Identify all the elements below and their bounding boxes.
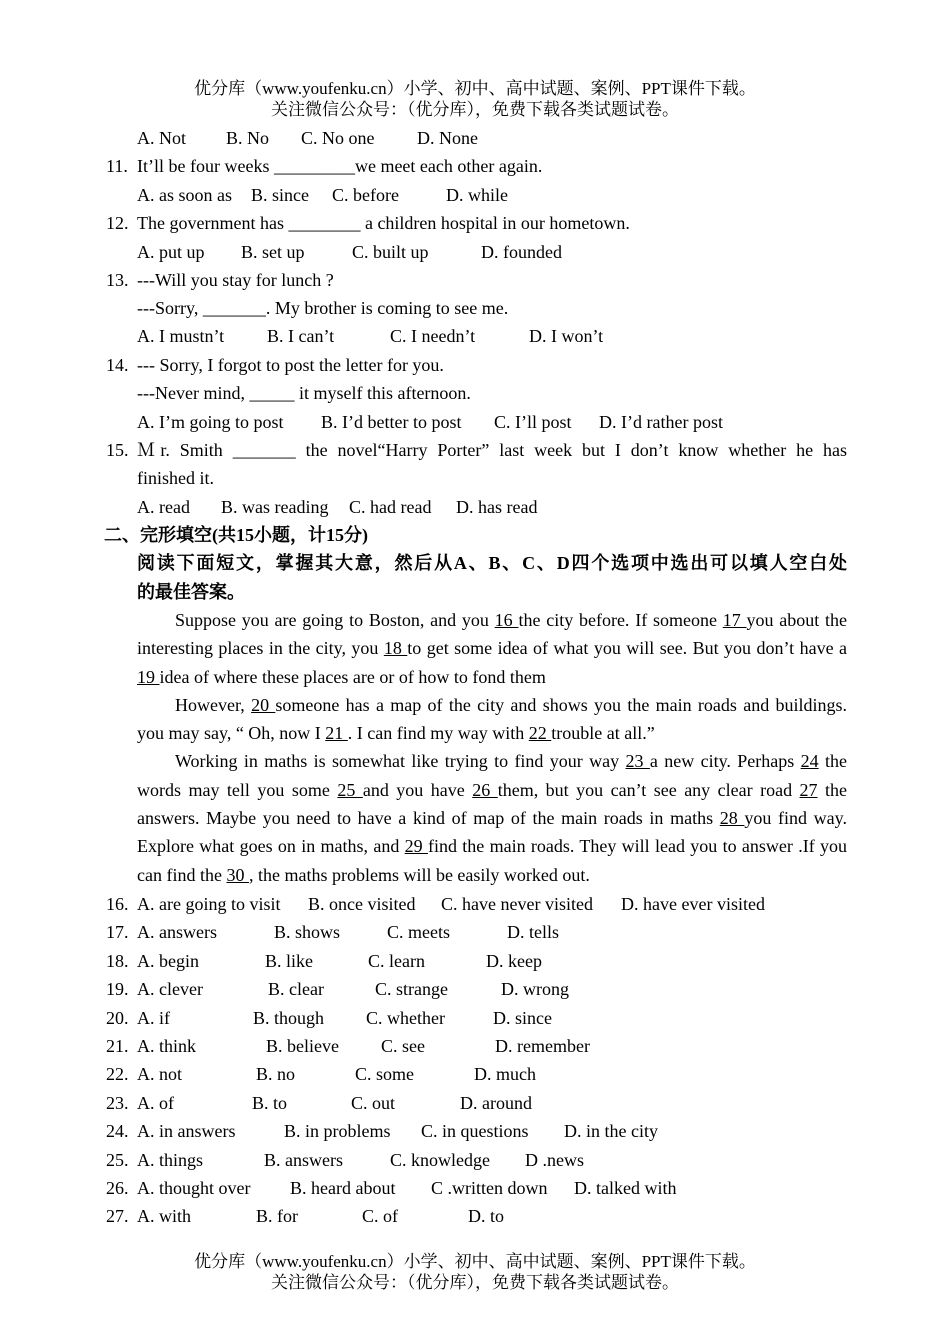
option: A. read <box>137 497 190 517</box>
question-number: 15. <box>106 440 129 460</box>
option: C. No one <box>301 128 375 148</box>
passage-text: you about the interesting places in the city, you <box>137 610 848 659</box>
option: D. tells <box>507 922 559 942</box>
option: A. think <box>137 1036 197 1056</box>
option: D. talked with <box>574 1178 677 1198</box>
question-options <box>137 1174 676 1202</box>
question-number: 17. <box>106 922 129 942</box>
option: C. built up <box>352 242 429 262</box>
option: C. whether <box>366 1008 445 1028</box>
option: A. not <box>137 1064 182 1084</box>
option: B. no <box>256 1064 296 1084</box>
option: B. in problems <box>284 1121 391 1141</box>
option: C. before <box>332 185 399 205</box>
option: C. I’ll post <box>494 412 572 432</box>
option: B. to <box>252 1093 288 1113</box>
option: B. like <box>265 951 313 971</box>
option: B. for <box>256 1206 298 1226</box>
question-number: 21. <box>106 1036 129 1056</box>
passage-text: Suppose you are going to Boston, and you <box>175 610 495 630</box>
option: B. I can’t <box>267 326 335 346</box>
passage-text: them, but you can’t see any clear road <box>497 779 800 800</box>
blank-21: 21 <box>325 723 348 744</box>
question-stem: finished it. <box>137 468 214 488</box>
option: C. meets <box>387 922 450 942</box>
passage-text: , the maths problems will be easily worked out. <box>248 864 590 885</box>
option: C. learn <box>368 951 425 971</box>
option: D. wrong <box>501 979 569 999</box>
option: D. I’d rather post <box>599 412 723 432</box>
question-number: 20. <box>106 1008 129 1028</box>
option: D. remember <box>495 1036 590 1056</box>
option: D. I won’t <box>529 326 604 346</box>
option: A. thought over <box>137 1178 251 1198</box>
option: A. Not <box>137 128 186 148</box>
page-footer <box>0 1251 950 1293</box>
option: C. knowledge <box>390 1150 490 1170</box>
blank-24: 24 <box>800 751 819 772</box>
passage-text: Working in maths is somewhat like trying to find your way <box>175 751 626 772</box>
question-stem: --- Sorry, I forgot to post the letter for you. <box>137 355 444 375</box>
question-number: 16. <box>106 894 129 914</box>
blank-18: 18 <box>383 638 408 659</box>
question-stem: ---Never mind, _____ it myself this afternoon. <box>137 383 471 403</box>
q10-options <box>137 124 478 152</box>
page-header <box>0 78 950 120</box>
blank-29: 29 <box>404 836 428 857</box>
question-number: 13. <box>106 270 129 290</box>
passage-text: and you have <box>362 779 473 800</box>
option: D. around <box>460 1093 532 1113</box>
question-number: 25. <box>106 1150 129 1170</box>
passage-text: the words may tell you some <box>137 751 847 800</box>
option: B. believe <box>266 1036 339 1056</box>
passage-text: the answers. Maybe you need to have a kind of map of the main roads in maths <box>137 779 848 829</box>
option: B. set up <box>241 242 305 262</box>
option: D. while <box>446 185 508 205</box>
question-options <box>137 1202 504 1230</box>
blank-28: 28 <box>719 808 745 829</box>
passage-text: to get some idea of what you will see. But you don’t have a <box>407 638 847 659</box>
passage-paragraph <box>137 747 847 888</box>
option: A. things <box>137 1150 204 1170</box>
blank-16: 16 <box>494 610 519 630</box>
option: D. None <box>417 128 478 148</box>
passage-text: idea of where these places are or of how to fond them <box>159 666 546 687</box>
option: C. out <box>351 1093 396 1113</box>
header-line-2: 关注微信公众号：（优分库），免费下载各类试题试卷。 <box>271 100 679 119</box>
footer-line-1: 优分库（www.youfenku.cn）小学、初中、高中试题、案例、PPT课件下载。 <box>194 1252 756 1271</box>
passage-text: someone has a map of the city and shows you the main roads and buildings. you may say, “ Oh, now I <box>137 694 848 744</box>
option: A. as soon as <box>137 185 232 205</box>
question-stem: ---Will you stay for lunch ? <box>137 270 334 290</box>
passage-paragraph <box>137 691 847 748</box>
question-options <box>137 947 542 975</box>
option: C. had read <box>349 497 432 517</box>
blank-17: 17 <box>722 610 747 630</box>
option: D. founded <box>481 242 562 262</box>
option: A. are going to visit <box>137 894 281 914</box>
option: A. I mustn’t <box>137 326 225 346</box>
option: A. if <box>137 1008 170 1028</box>
option: A. of <box>137 1093 174 1113</box>
passage-text: the city before. If someone <box>518 610 723 630</box>
question-options <box>137 1117 658 1145</box>
option: B. I’d better to post <box>321 412 462 432</box>
option: A. in answers <box>137 1121 236 1141</box>
option: D. to <box>468 1206 504 1226</box>
option: B. shows <box>274 922 341 942</box>
blank-19: 19 <box>137 666 160 687</box>
section-instructions: 的最佳答案。 <box>137 582 245 602</box>
question-options <box>137 918 559 946</box>
question-number: 23. <box>106 1093 129 1113</box>
question-stem: It’ll be four weeks _________we meet each other again. <box>137 156 543 176</box>
question-options <box>137 1060 536 1088</box>
option: B. No <box>226 128 270 148</box>
option: C. have never visited <box>441 894 593 914</box>
section-instructions: 阅读下面短文，掌握其大意，然后从A、B、C、D四个选项中选出可以填人空白处 <box>137 553 847 573</box>
question-number: 26. <box>106 1178 129 1198</box>
option: D .news <box>525 1150 584 1170</box>
passage-text: a new city. Perhaps <box>649 751 801 772</box>
cloze-passage <box>137 606 847 889</box>
question-options <box>137 238 562 266</box>
option: B. clear <box>268 979 324 999</box>
blank-26: 26 <box>472 779 498 800</box>
option: B. though <box>253 1008 325 1028</box>
question-options <box>137 1146 584 1174</box>
option: C. see <box>381 1036 425 1056</box>
blank-20: 20 <box>251 694 276 715</box>
option: A. clever <box>137 979 203 999</box>
option: A. begin <box>137 951 199 971</box>
question-options <box>137 493 537 521</box>
question-number: 12. <box>106 213 129 233</box>
option: A. with <box>137 1206 191 1226</box>
option: B. answers <box>264 1150 343 1170</box>
blank-23: 23 <box>625 751 650 772</box>
question-number: 19. <box>106 979 129 999</box>
question-number: 11. <box>106 156 128 176</box>
option: B. since <box>251 185 309 205</box>
option: B. was reading <box>221 497 329 517</box>
section-title: 二、完形填空(共15小题，计15分) <box>104 525 368 545</box>
option: C. of <box>362 1206 398 1226</box>
option: C. in questions <box>421 1121 529 1141</box>
option: C. some <box>355 1064 415 1084</box>
option: A. I’m going to post <box>137 412 284 432</box>
option: A. put up <box>137 242 205 262</box>
question-options <box>137 181 508 209</box>
footer-line-2: 关注微信公众号：（优分库），免费下载各类试题试卷。 <box>271 1273 679 1292</box>
question-stem: ---Sorry, _______. My brother is coming to see me. <box>137 298 509 318</box>
option: D. has read <box>456 497 538 517</box>
passage-text: trouble at all.” <box>551 723 655 744</box>
option: C .written down <box>431 1178 548 1198</box>
question-options <box>137 890 765 918</box>
option: D. in the city <box>564 1121 658 1141</box>
blank-25: 25 <box>337 779 363 800</box>
passage-text: find the main roads. They will lead you to answer .If you can find the <box>137 836 848 885</box>
question-options <box>137 1004 552 1032</box>
passage-text: However, <box>175 694 252 715</box>
blank-27: 27 <box>799 779 818 800</box>
question-number: 14. <box>106 355 129 375</box>
question-options <box>137 1032 590 1060</box>
option: D. have ever visited <box>621 894 765 914</box>
blank-30: 30 <box>226 864 249 885</box>
option: C. I needn’t <box>390 326 476 346</box>
question-stem: The government has ________ a children hospital in our hometown. <box>137 213 630 233</box>
question-options <box>137 408 723 436</box>
option: A. answers <box>137 922 217 942</box>
header-line-1: 优分库（www.youfenku.cn）小学、初中、高中试题、案例、PPT课件下载。 <box>194 79 756 98</box>
question-number: 27. <box>106 1206 129 1226</box>
question-number: 18. <box>106 951 129 971</box>
blank-22: 22 <box>528 723 552 744</box>
option: B. once visited <box>308 894 416 914</box>
option: D. keep <box>486 951 542 971</box>
option: D. much <box>474 1064 536 1084</box>
question-options <box>137 322 603 350</box>
question-number: 22. <box>106 1064 129 1084</box>
option: C. strange <box>375 979 448 999</box>
passage-paragraph <box>137 606 847 691</box>
question-options <box>137 975 569 1003</box>
question-number: 24. <box>106 1121 129 1141</box>
question-options <box>137 1089 532 1117</box>
passage-text: you find way. Explore what goes on in maths, and <box>137 808 848 857</box>
passage-text: . I can find my way with <box>347 723 529 744</box>
question-stem: Ｍr. Smith _______ the novel“Harry Porter” last week but I don’t know whether he has <box>137 440 847 460</box>
option: B. heard about <box>290 1178 396 1198</box>
option: D. since <box>493 1008 552 1028</box>
